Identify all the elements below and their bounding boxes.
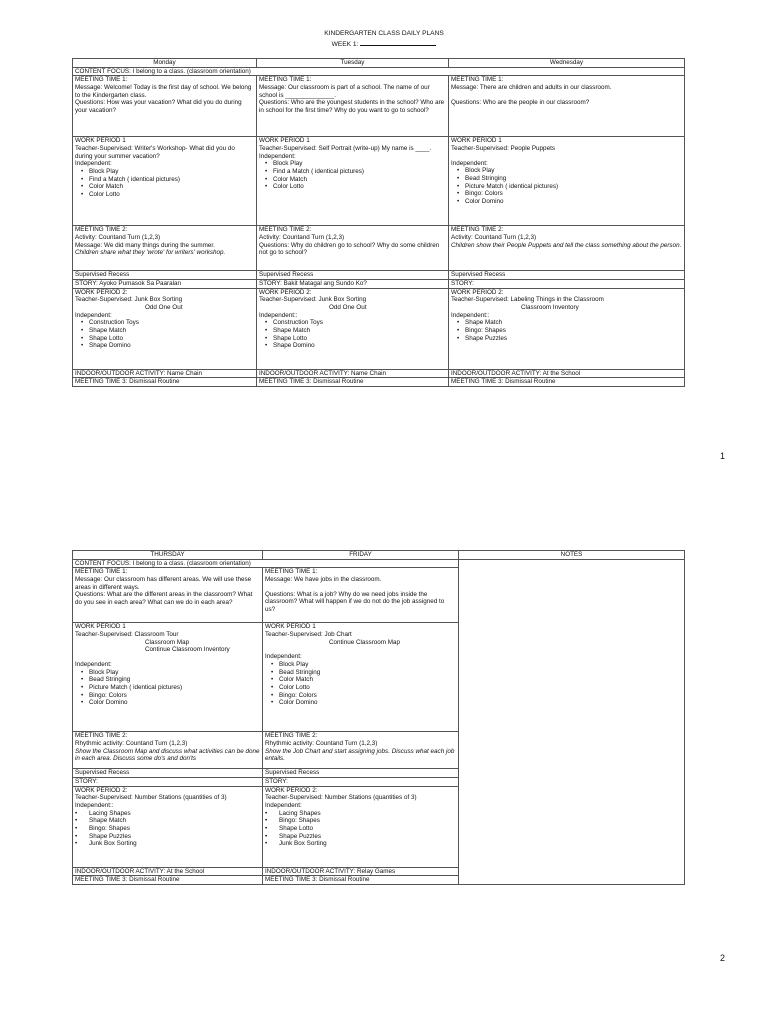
- notes-header: NOTES: [459, 551, 685, 560]
- list-item: • Color Match: [89, 183, 254, 191]
- meeting-time-2-cell: [263, 732, 459, 769]
- list-item: • Construction Toys: [273, 319, 446, 327]
- meeting-time-1-row: [73, 76, 685, 137]
- list-item: • Color Match: [273, 176, 446, 184]
- work-period-1-cell: [263, 623, 459, 732]
- list-item: • Construction Toys: [89, 319, 254, 327]
- work-head: WORK PERIOD 1: [75, 623, 126, 631]
- list-item: • Color Match: [279, 676, 456, 684]
- work-period-1-row: [73, 137, 685, 226]
- list-item: • Bead Stringing: [279, 669, 456, 677]
- meeting-message: Message: Our classroom has different areas. We will use these areas in different ways.: [75, 576, 252, 591]
- day-header: Tuesday: [257, 59, 449, 68]
- independent-label: Independent:: [451, 159, 488, 167]
- meeting-questions: Questions: How was your vacation? What did you do during your vacation?: [75, 99, 242, 115]
- list-item: • Bead Stringing: [465, 175, 682, 183]
- work-head: WORK PERIOD 1: [259, 137, 310, 145]
- list-item: • Color Lotto: [273, 183, 446, 191]
- meeting-time-2-cell: [449, 226, 685, 271]
- independent-label: Independent:: [259, 152, 296, 160]
- work-period-1-cell: [73, 623, 263, 732]
- list-item: • Shape Puzzles: [465, 335, 682, 343]
- list-item: • Shape Puzzles: [273, 833, 456, 841]
- meeting-activity: Activity: Countand Turn (1,2,3): [75, 234, 161, 242]
- list-item: • Color Lotto: [279, 684, 456, 692]
- meeting-head: MEETING TIME 2:: [75, 226, 128, 234]
- meeting-head: MEETING TIME 2:: [259, 226, 312, 234]
- meeting-head: MEETING TIME 1:: [75, 568, 128, 576]
- work-supervised: Teacher-Supervised: Junk Box Sorting: [75, 296, 183, 304]
- list-item: • Block Play: [89, 669, 260, 677]
- meeting-time-1-cell: [73, 568, 263, 623]
- work-period-2-cell: [257, 288, 449, 369]
- meeting-head: MEETING TIME 1:: [451, 76, 504, 84]
- independent-list: [259, 160, 446, 191]
- meeting-time-3-cell: MEETING TIME 3: Dismissal Routine: [257, 378, 449, 387]
- list-item: • Picture Match ( identical pictures): [465, 183, 682, 191]
- indoor-outdoor-cell: INDOOR/OUTDOOR ACTIVITY: Relay Games: [263, 867, 459, 876]
- list-item: • Bingo: Colors: [465, 190, 682, 198]
- work-sub-item: Classroom Inventory: [521, 304, 579, 312]
- meeting-message: Message: We did many things during the summer.: [75, 241, 215, 249]
- meeting-time-2-row: [73, 226, 685, 271]
- document-title-block: [0, 30, 768, 49]
- work-head: WORK PERIOD 1: [75, 137, 126, 145]
- list-item: • Shape Match: [83, 817, 260, 825]
- meeting-questions: Questions: Who are the people in our classroom?: [451, 98, 590, 106]
- work-supervised: Teacher-Supervised: People Puppets: [451, 145, 555, 153]
- list-item: • Bingo: Shapes: [83, 825, 260, 833]
- independent-label: Independent:: [75, 311, 112, 319]
- meeting-message: Message: There are children and adults in our classroom.: [451, 84, 612, 92]
- work-period-1-cell: [73, 137, 257, 226]
- independent-list: [75, 319, 254, 350]
- work-supervised: Teacher-Supervised: Classroom Tour: [75, 631, 179, 639]
- page-number: 2: [720, 953, 726, 963]
- indoor-outdoor-row: [73, 369, 685, 378]
- week-label: WEEK 1:: [331, 40, 359, 48]
- work-supervised: Teacher-Supervised: Labeling Things in the Classroom: [451, 296, 604, 304]
- recess-cell: Supervised Recess: [263, 769, 459, 778]
- day-header-row: [73, 551, 685, 560]
- list-item: • Shape Match: [465, 319, 682, 327]
- story-cell: STORY: Ayoko Pumasok Sa Paaralan: [73, 280, 257, 289]
- work-period-1-cell: [257, 137, 449, 226]
- meeting-head: MEETING TIME 2:: [265, 732, 318, 740]
- story-cell: STORY:: [263, 778, 459, 787]
- work-supervised: Teacher-Supervised: Self Portrait (write-up) My name is ____.: [259, 145, 432, 153]
- meeting-questions: Questions: What are the different areas in the classroom? What do you see in each area? What can we do in each area?: [75, 591, 253, 607]
- work-head: WORK PERIOD 2:: [75, 288, 128, 296]
- list-item: • Junk Box Sorting: [273, 840, 456, 848]
- meeting-note: Children share what they 'wrote' for writers' workshop.: [75, 249, 226, 257]
- work-head: WORK PERIOD 1: [265, 623, 316, 631]
- meeting-time-2-cell: [73, 732, 263, 769]
- list-item: • Shape Lotto: [89, 335, 254, 343]
- content-focus-row: [73, 559, 685, 568]
- meeting-questions: Questions: Why do children go to school? Why do some children not go to school?: [259, 241, 440, 257]
- work-period-2-cell: [73, 786, 263, 867]
- recess-cell: Supervised Recess: [73, 769, 263, 778]
- meeting-time-3-cell: MEETING TIME 3: Dismissal Routine: [73, 876, 263, 885]
- list-item: • Shape Domino: [273, 342, 446, 350]
- work-supervised: Teacher-Supervised: Writer's Workshop- What did you do during your summer vacation?: [75, 145, 235, 160]
- daily-plan-table-2: [72, 550, 685, 885]
- independent-list: [75, 669, 260, 707]
- list-item: • Color Domino: [465, 198, 682, 206]
- meeting-note: Show the Classroom Map and discuss what activities can be done in each area. Discuss some do's and don'ts: [75, 747, 260, 763]
- list-item: • Bingo: Colors: [279, 692, 456, 700]
- recess-cell: Supervised Recess: [73, 271, 257, 280]
- list-item: • Block Play: [89, 168, 254, 176]
- meeting-activity: Rhythmic activity: Countand Turn (1,2,3): [75, 740, 188, 748]
- list-item: • Shape Lotto: [273, 825, 456, 833]
- work-sub-item: Odd One Out: [145, 304, 183, 312]
- work-period-1-cell: [449, 137, 685, 226]
- independent-list: [259, 319, 446, 350]
- indoor-outdoor-cell: INDOOR/OUTDOOR ACTIVITY: At the School: [73, 867, 263, 876]
- meeting-time-1-cell: [449, 76, 685, 137]
- work-sub-item: Classroom Map: [145, 638, 190, 646]
- day-header: FRIDAY: [263, 551, 459, 560]
- story-cell: STORY:: [73, 778, 263, 787]
- meeting-time-2-cell: [257, 226, 449, 271]
- indoor-outdoor-cell: INDOOR/OUTDOOR ACTIVITY: At the School: [449, 369, 685, 378]
- meeting-time-3-cell: MEETING TIME 3: Dismissal Routine: [263, 876, 459, 885]
- meeting-time-1-cell: [257, 76, 449, 137]
- work-sub-item: Continue Classroom Inventory: [145, 646, 230, 654]
- list-item: • Shape Puzzles: [83, 833, 260, 841]
- content-focus: CONTENT FOCUS: I belong to a class. (classroom orientation): [73, 67, 685, 76]
- independent-label: Independent:: [265, 653, 302, 661]
- meeting-time-1-cell: [263, 568, 459, 623]
- story-cell: STORY: Bakit Matagal ang Sundo Ko?: [257, 280, 449, 289]
- meeting-time-3-row: [73, 378, 685, 387]
- work-period-2-cell: [263, 786, 459, 867]
- meeting-note: Show the Job Chart and start assigning jobs. Discuss what each job entails.: [265, 747, 455, 763]
- work-head: WORK PERIOD 2:: [451, 288, 504, 296]
- meeting-head: MEETING TIME 1:: [259, 76, 312, 84]
- list-item: • Block Play: [279, 661, 456, 669]
- list-item: • Shape Match: [89, 327, 254, 335]
- independent-list: [451, 167, 682, 205]
- list-item: • Picture Match ( identical pictures): [89, 684, 260, 692]
- day-header-row: [73, 59, 685, 68]
- week-blank: [360, 39, 436, 46]
- list-item: • Bingo: Colors: [89, 692, 260, 700]
- story-row: [73, 280, 685, 289]
- independent-list: [451, 319, 682, 342]
- work-sub-item: Continue Classroom Map: [329, 638, 401, 646]
- list-item: • Junk Box Sorting: [83, 840, 260, 848]
- independent-list: [265, 661, 456, 707]
- list-item: • Shape Lotto: [273, 335, 446, 343]
- meeting-head: MEETING TIME 2:: [75, 732, 128, 740]
- page-2: [0, 512, 768, 1024]
- work-period-2-cell: [73, 288, 257, 369]
- day-header: Wednesday: [449, 59, 685, 68]
- meeting-activity: Rhythmic activity: Countand Turn (1,2,3): [265, 740, 378, 748]
- recess-cell: Supervised Recess: [449, 271, 685, 280]
- work-head: WORK PERIOD 1: [451, 137, 502, 145]
- document-title: KINDERGARTEN CLASS DAILY PLANS: [324, 30, 444, 37]
- list-item: • Bingo: Shapes: [273, 817, 456, 825]
- work-head: WORK PERIOD 2:: [265, 786, 318, 794]
- work-supervised: Teacher-Supervised: Job Chart: [265, 631, 352, 639]
- indoor-outdoor-cell: INDOOR/OUTDOOR ACTIVITY: Name Chain: [73, 369, 257, 378]
- meeting-message: Message: Welcome! Today is the first day of school. We belong to the Kindergarten class.: [75, 84, 252, 99]
- recess-row: [73, 271, 685, 280]
- notes-cell: [459, 559, 685, 884]
- meeting-head: MEETING TIME 1:: [75, 76, 128, 84]
- list-item: • Find a Match ( identical pictures): [273, 168, 446, 176]
- list-item: • Lacing Shapes: [83, 810, 260, 818]
- list-item: • Shape Domino: [89, 342, 254, 350]
- meeting-message: Message: We have jobs in the classroom.: [265, 576, 382, 584]
- content-focus: CONTENT FOCUS: I belong to a class. (classroom orientation): [73, 559, 459, 568]
- work-head: WORK PERIOD 2:: [259, 288, 312, 296]
- recess-cell: Supervised Recess: [257, 271, 449, 280]
- work-supervised: Teacher-Supervised: Number Stations (quantities of 3): [265, 794, 417, 802]
- list-item: • Bead Stringing: [89, 676, 260, 684]
- page-number: 1: [720, 451, 726, 461]
- story-cell: STORY:: [449, 280, 685, 289]
- work-sub-item: Odd One Out: [329, 304, 367, 312]
- independent-label: Independent::: [259, 311, 298, 319]
- meeting-note: Children show their People Puppets and tell the class something about the person.: [451, 241, 682, 249]
- meeting-head: MEETING TIME 1:: [265, 568, 318, 576]
- daily-plan-table-1: [72, 58, 685, 387]
- meeting-time-1-cell: [73, 76, 257, 137]
- work-supervised: Teacher-Supervised: Number Stations (quantities of 3): [75, 794, 227, 802]
- independent-label: Independent:: [75, 661, 112, 669]
- work-period-2-row: [73, 288, 685, 369]
- independent-label: Independent::: [451, 311, 490, 319]
- meeting-questions: Questions: What is a job? Why do we need jobs inside the classroom? What will happen if we do not do the job assigned to us?: [265, 590, 445, 614]
- work-supervised: Teacher-Supervised: Junk Box Sorting: [259, 296, 367, 304]
- independent-list: [75, 810, 260, 848]
- list-item: • Bingo: Shapes: [465, 327, 682, 335]
- independent-label: Independent::: [75, 802, 114, 810]
- meeting-questions: Questions: Who are the youngest students in the school? Who are in school for the first time? Why do you want to go to school?: [259, 99, 445, 115]
- meeting-head: MEETING TIME 2:: [451, 226, 504, 234]
- meeting-message: Message: Our classroom is part of a school. The name of our school is ______________.: [259, 84, 430, 99]
- meeting-activity: Activity: Countand Turn (1,2,3): [259, 234, 345, 242]
- meeting-activity: Activity: Countand Turn (1,2,3): [451, 234, 537, 242]
- list-item: • Color Domino: [279, 699, 456, 707]
- content-focus-row: [73, 67, 685, 76]
- list-item: • Find a Match ( identical pictures): [89, 176, 254, 184]
- independent-label: Independent:: [75, 160, 112, 168]
- work-head: WORK PERIOD 2:: [75, 786, 128, 794]
- indoor-outdoor-cell: INDOOR/OUTDOOR ACTIVITY: Name Chain: [257, 369, 449, 378]
- list-item: • Color Domino: [89, 699, 260, 707]
- independent-list: [75, 168, 254, 199]
- work-period-2-cell: [449, 288, 685, 369]
- list-item: • Shape Match: [273, 327, 446, 335]
- list-item: • Block Play: [273, 160, 446, 168]
- list-item: • Color Lotto: [89, 191, 254, 199]
- independent-list: [265, 810, 456, 848]
- independent-label: Independent:: [265, 802, 302, 810]
- meeting-time-3-cell: MEETING TIME 3: Dismissal Routine: [449, 378, 685, 387]
- meeting-time-3-cell: MEETING TIME 3: Dismissal Routine: [73, 378, 257, 387]
- list-item: • Lacing Shapes: [273, 810, 456, 818]
- week-line: [0, 39, 768, 50]
- list-item: • Block Play: [465, 167, 682, 175]
- day-header: THURSDAY: [73, 551, 263, 560]
- meeting-time-2-cell: [73, 226, 257, 271]
- day-header: Monday: [73, 59, 257, 68]
